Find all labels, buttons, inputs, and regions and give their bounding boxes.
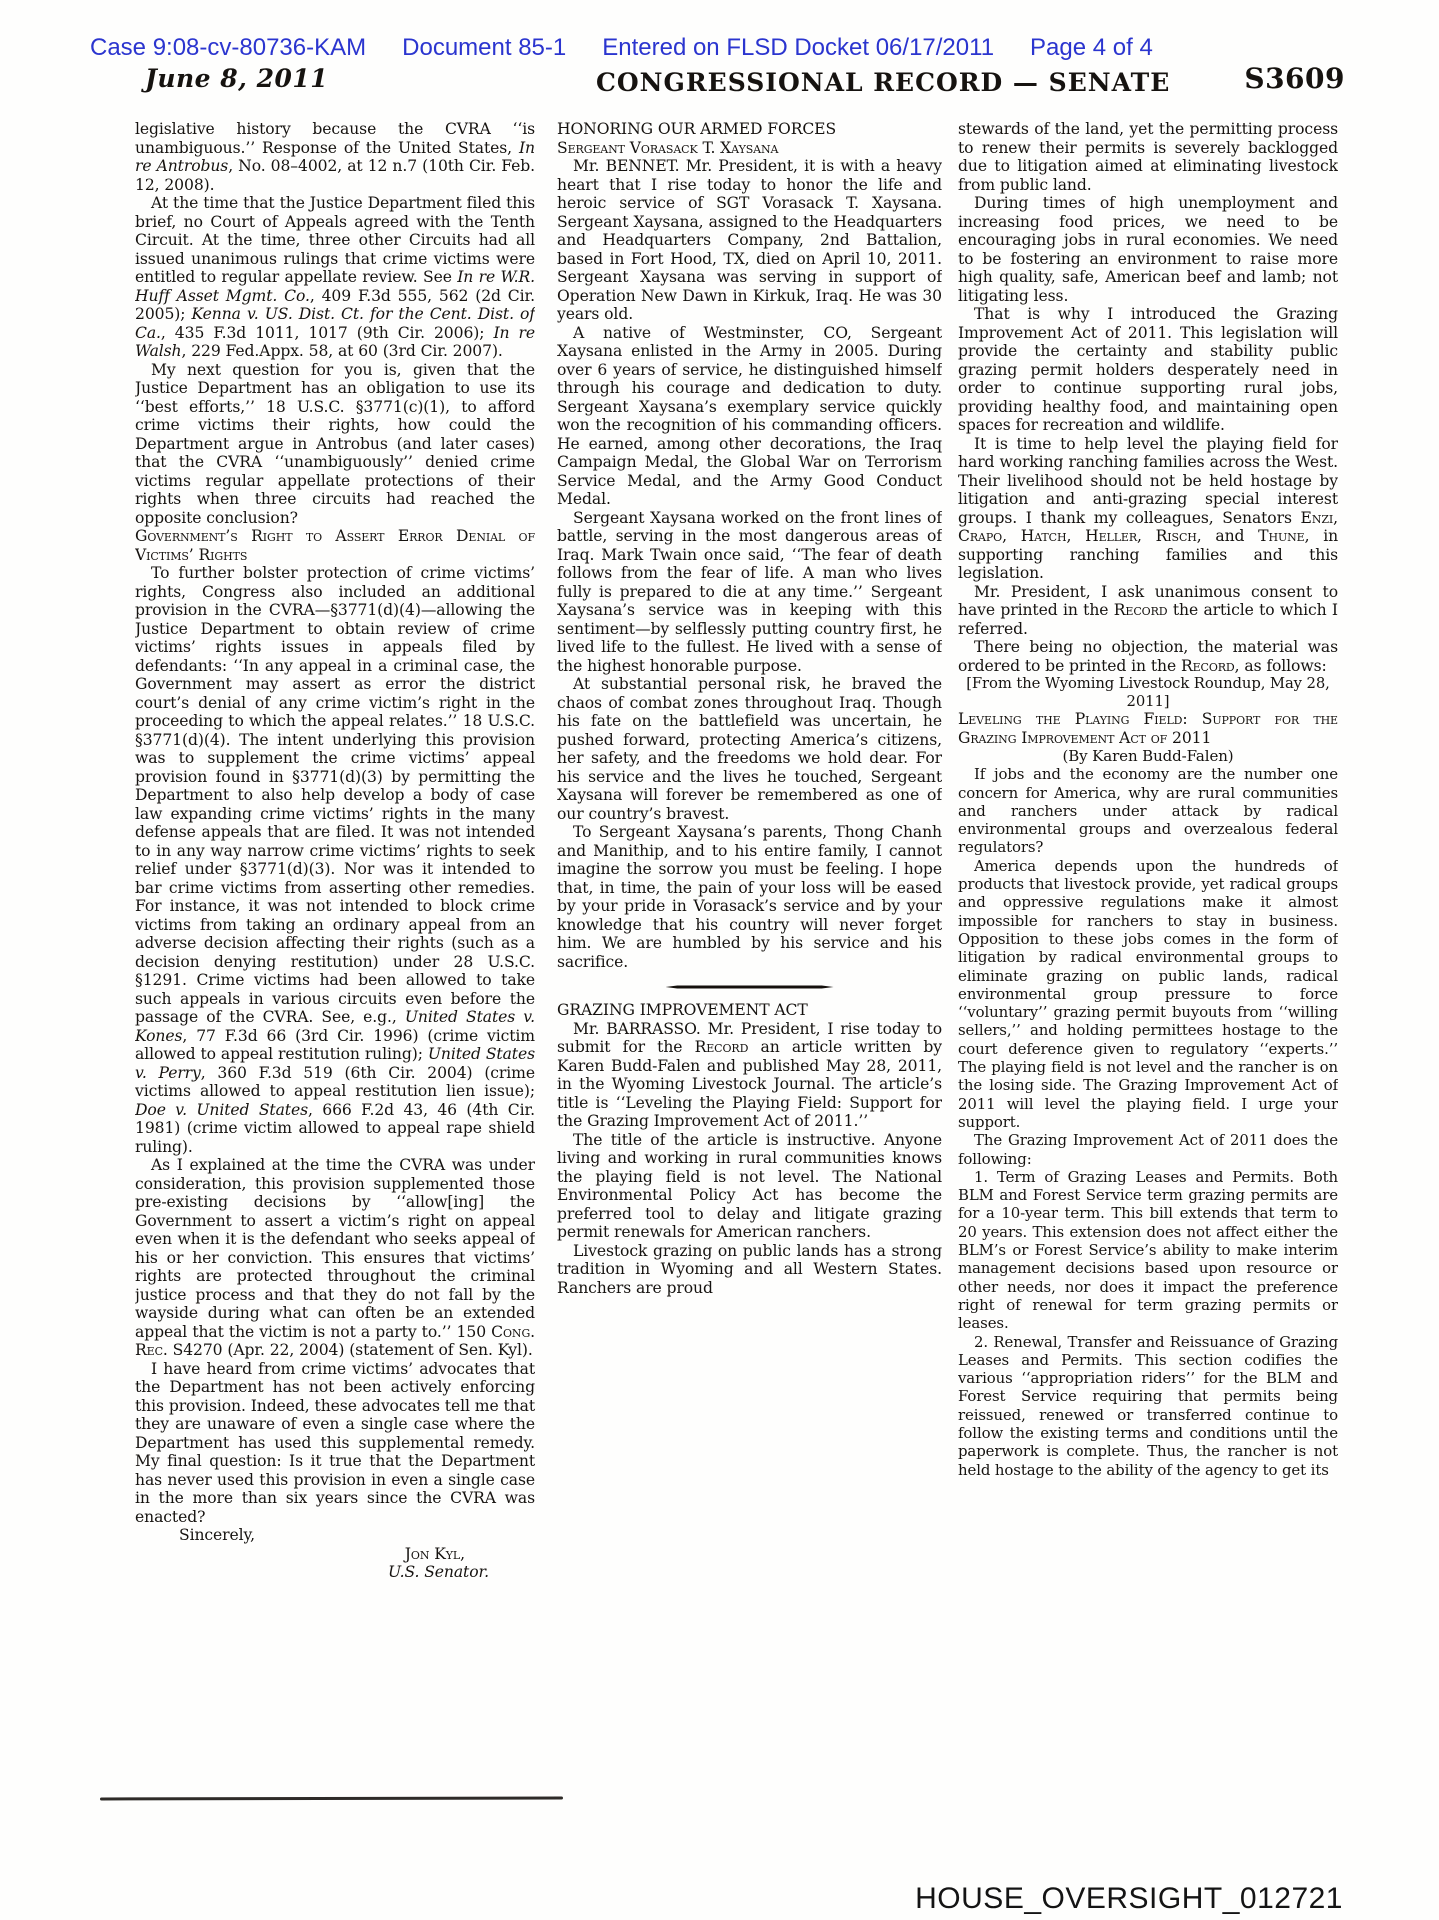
record-date: June 8, 2011 xyxy=(145,64,329,93)
text-column-3 xyxy=(958,120,1338,1770)
docket-entry: Entered on FLSD Docket 06/17/2011 xyxy=(602,34,995,61)
bates-stamp: HOUSE_OVERSIGHT_012721 xyxy=(915,1882,1343,1915)
paragraph-does-following: The Grazing Improvement Act of 2011 does the following: xyxy=(958,1131,1338,1168)
heading-leveling-playing-field: Leveling the Playing Field: Support for the Grazing Improvement Act of 2011 xyxy=(958,710,1338,747)
paragraph-i-have-heard: I have heard from crime victims’ advocates that the Department has not been actively enforcing this provision. Indeed, these advocates tell me that they are unaware of even a single case where the Department has used this supplemental remedy. My final question: Is it true that the Department has never used this provision in even a single case in the more than six years since the CVRA was enacted? xyxy=(135,1359,535,1526)
signature-closing: Sincerely, xyxy=(179,1526,256,1544)
paragraph-renewal-transfer: 2. Renewal, Transfer and Reissuance of Grazing Leases and Permits. This section codifies the various ‘‘appropriation riders’’ for the BLM and Forest Service requiring that permits being reissued, renewed or transferred continue to follow the existing terms and conditions until the paperwork is complete. Thus, the rancher is not held hostage to the ability of the agency to get its xyxy=(958,1332,1338,1479)
heading-sergeant-xaysana: Sergeant Vorasack T. Xaysana xyxy=(557,138,779,157)
court-filing-header xyxy=(90,34,1153,62)
paragraph-bennet-4: At substantial personal risk, he braved the chaos of combat zones throughout Iraq. Though his fate on the battlefield was uncertain, he pushed forward, protecting America’s citizens, her safety, and the freedoms we hold dear. For his service and the lives he touched, Sergeant Xaysana will forever be remembered as one of our country’s bravest. xyxy=(557,675,942,823)
heading-governments-right: Government’s Right to Assert Error Denial of Victims’ Rights xyxy=(135,527,535,564)
text-column-1 xyxy=(135,120,535,1770)
page-indicator: Page 4 of 4 xyxy=(1030,34,1153,61)
paragraph-as-i-explained: As I explained at the time the CVRA was under consideration, this provision supplemented those pre-existing decisions by ‘‘allow[ing] the Government to assert a victim’s right on appeal even when it is the defendant who seeks appeal of his or her conviction. This ensures that victims’ rights are protected throughout the criminal justice process and that they do not fall by the wayside during what can often be an extended appeal that the victim is not a party to.’’ 150 Cong. Rec. S4270 (Apr. 22, 2004) (statement of Sen. Kyl). xyxy=(135,1156,535,1359)
scan-artifact-line xyxy=(100,1797,563,1801)
paragraph-during-times: During times of high unemployment and increasing food prices, we need to be encouraging jobs in rural economies. We need to be fostering an environment to raise more high quality, safe, American beef and lamb; not litigating less. xyxy=(958,194,1338,305)
paragraph-to-further-bolster: To further bolster protection of crime victims’ rights, Congress also included an additional provision in the CVRA—§3771(d)(4)—allowing the Justice Department to obtain review of crime victims’ rights issues in appeals filed by defendants: ‘‘In any appeal in a criminal case, the Government may assert as error the district court’s denial of any crime victim’s right in the proceeding to which the appeal relates.’’ 18 U.S.C. §3771(d)(4). The intent underlying this provision was to supplement the crime victims’ appeal provision found in §3771(d)(3) by permitting the Department to also help develop a body of case law expanding crime victims’ rights in the many defense appeals that are filed. It was not intended to in any way narrow crime victims’ rights to seek relief under §3771(d)(3). Nor was it intended to bar crime victims from asserting other remedies. For instance, it was not intended to block crime victims from taking an ordinary appeal from an adverse decision affecting their rights (such as a decision denying restitution) under 28 U.S.C. §1291. Crime victims had been allowed to take such appeals in various circuits even before the passage of the CVRA. See, e.g., United States v. Kones, 77 F.3d 66 (3rd Cir. 1996) (crime victim allowed to appeal restitution ruling); United States v. Perry, 360 F.3d 519 (6th Cir. 2004) (crime victims allowed to appeal restitution lien issue); Doe v. United States, 666 F.2d 43, 46 (4th Cir. 1981) (crime victim allowed to appeal rape shield ruling). xyxy=(135,564,535,1156)
case-number: Case 9:08-cv-80736-KAM xyxy=(90,34,367,61)
paragraph-stewards: stewards of the land, yet the permitting process to renew their permits is severely backlogged due to litigation aimed at eliminating livestock from public land. xyxy=(958,120,1338,194)
article-byline: (By Karen Budd-Falen) xyxy=(1062,747,1234,765)
article-source-line: [From the Wyoming Livestock Roundup, May 28, 2011] xyxy=(966,675,1330,710)
paragraph-legislative-history: legislative history because the CVRA ‘‘is unambiguous.’’ Response of the United States, In re Antrobus, No. 08–4002, at 12 n.7 (10th Cir. Feb. 12, 2008). xyxy=(135,120,535,194)
paragraph-if-jobs: If jobs and the economy are the number one concern for America, why are rural communities and ranchers under attack by radical environmental groups and overzealous federal regulators? xyxy=(958,765,1338,857)
paragraph-bennet-5: To Sergeant Xaysana’s parents, Thong Chanh and Manithip, and to his entire family, I cannot imagine the sorrow you must be feeling. I hope that, in time, the pain of your loss will be eased by your pride in Vorasack’s service and by your knowledge that his country will never forget him. We are humbled by his service and his sacrifice. xyxy=(557,823,942,971)
text-column-2 xyxy=(557,120,942,1770)
paragraph-that-is-why: That is why I introduced the Grazing Improvement Act of 2011. This legislation will provide the certainty and stability public grazing permit holders desperately need in order to continue supporting rural jobs, providing healthy food, and maintaining open spaces for recreation and wildlife. xyxy=(958,305,1338,434)
paragraph-my-next-question: My next question for you is, given that the Justice Department has an obligation to use its ‘‘best efforts,’’ 18 U.S.C. §3771(c)(1), to afford crime victims their rights, how could the Department argue in Antrobus (and later cases) that the CVRA ‘‘unambiguously’’ denied crime victims regular appellate protections of their rights when three circuits had reached the opposite conclusion? xyxy=(135,360,535,527)
paragraph-bennet-2: A native of Westminster, CO, Sergeant Xaysana enlisted in the Army in 2005. During over 6 years of service, he distinguished himself through his courage and dedication to duty. Sergeant Xaysana’s exemplary service quickly won the recognition of his commanding officers. He earned, among other decorations, the Iraq Campaign Medal, the Global War on Terrorism Service Medal, and the Army Good Conduct Medal. xyxy=(557,323,942,508)
record-title: CONGRESSIONAL RECORD — SENATE xyxy=(596,68,1171,97)
paragraph-america-depends: America depends upon the hundreds of products that livestock provide, yet radical groups and oppressive regulations make it almost impossible for ranchers to stay in business. Opposition to these jobs comes in the form of litigation by radical environmental groups to eliminate grazing on public lands, radical environmental group pressure to force ‘‘voluntary’’ grazing permit buyouts from ‘‘willing sellers,’’ and holding permittees hostage to the court deference given to regulatory ‘‘experts.’’ The playing field is not level and the rancher is on the losing side. The Grazing Improvement Act of 2011 will level the playing field. I urge your support. xyxy=(958,856,1338,1131)
paragraph-term-of-leases: 1. Term of Grazing Leases and Permits. Both BLM and Forest Service term grazing permits are for a 10-year term. This bill extends that term to 20 years. This extension does not affect either the BLM’s or Forest Service’s ability to make interim management decisions based upon resource or other needs, nor does it impact the preference right of renewal for term grazing permits or leases. xyxy=(958,1167,1338,1333)
paragraph-barrasso-3: Livestock grazing on public lands has a strong tradition in Wyoming and all Western States. Ranchers are proud xyxy=(557,1241,942,1297)
heading-grazing-improvement-act: GRAZING IMPROVEMENT ACT xyxy=(557,1001,808,1019)
paragraph-bennet-1: Mr. BENNET. Mr. President, it is with a heavy heart that I rise today to honor the life and heroic service of SGT Vorasack T. Xaysana. Sergeant Xaysana, assigned to the Headquarters and Headquarters Company, 2nd Battalion, based in Fort Hood, TX, died on April 10, 2011. Sergeant Xaysana was serving in support of Operation New Dawn in Kirkuk, Iraq. He was 30 years old. xyxy=(557,157,942,323)
paragraph-unanimous-consent: Mr. President, I ask unanimous consent to have printed in the Record the article to which I referred. xyxy=(958,582,1338,638)
paragraph-barrasso-2: The title of the article is instructive. Anyone living and working in rural communities knows the playing field is not level. The National Environmental Policy Act has become the preferred tool to delay and litigate grazing permit renewals for American ranchers. xyxy=(557,1130,942,1241)
paragraph-it-is-time: It is time to help level the playing field for hard working ranching families across the West. Their livelihood should not be held hostage by litigation and anti-grazing special interest groups. I thank my colleagues, Senators Enzi, Crapo, Hatch, Heller, Risch, and Thune, in supporting ranching families and this legislation. xyxy=(958,434,1338,582)
section-divider-rule xyxy=(666,985,834,989)
heading-honoring-armed-forces: HONORING OUR ARMED FORCES xyxy=(557,120,837,138)
signature-name: Jon Kyl, xyxy=(404,1544,465,1563)
signature-title: U.S. Senator. xyxy=(387,1563,489,1581)
paragraph-no-objection: There being no objection, the material was ordered to be printed in the Record, as follows: xyxy=(958,638,1338,675)
document-number: Document 85-1 xyxy=(402,34,567,61)
paragraph-barrasso-1: Mr. BARRASSO. Mr. President, I rise today to submit for the Record an article written by Karen Budd-Falen and published May 28, 2011, in the Wyoming Livestock Journal. The article’s title is ‘‘Leveling the Playing Field: Support for the Grazing Improvement Act of 2011.’’ xyxy=(557,1019,942,1130)
record-page-number: S3609 xyxy=(1244,62,1345,95)
paragraph-bennet-3: Sergeant Xaysana worked on the front lines of battle, serving in the most dangerous areas of Iraq. Mark Twain once said, ‘‘The fear of death follows from the fear of life. A man who lives fully is prepared to die at any time.’’ Sergeant Xaysana’s service was in keeping with this sentiment—by selflessly putting country first, he lived life to the fullest. He lived with a sense of the highest honorable purpose. xyxy=(557,508,942,675)
paragraph-at-the-time: At the time that the Justice Department filed this brief, no Court of Appeals agreed with the Tenth Circuit. At the time, three other Circuits had all issued unanimous rulings that crime victims were entitled to regular appellate review. See In re W.R. Huff Asset Mgmt. Co., 409 F.3d 555, 562 (2d Cir. 2005); Kenna v. US. Dist. Ct. for the Cent. Dist. of Ca., 435 F.3d 1011, 1017 (9th Cir. 2006); In re Walsh, 229 Fed.Appx. 58, at 60 (3rd Cir. 2007). xyxy=(135,194,535,360)
